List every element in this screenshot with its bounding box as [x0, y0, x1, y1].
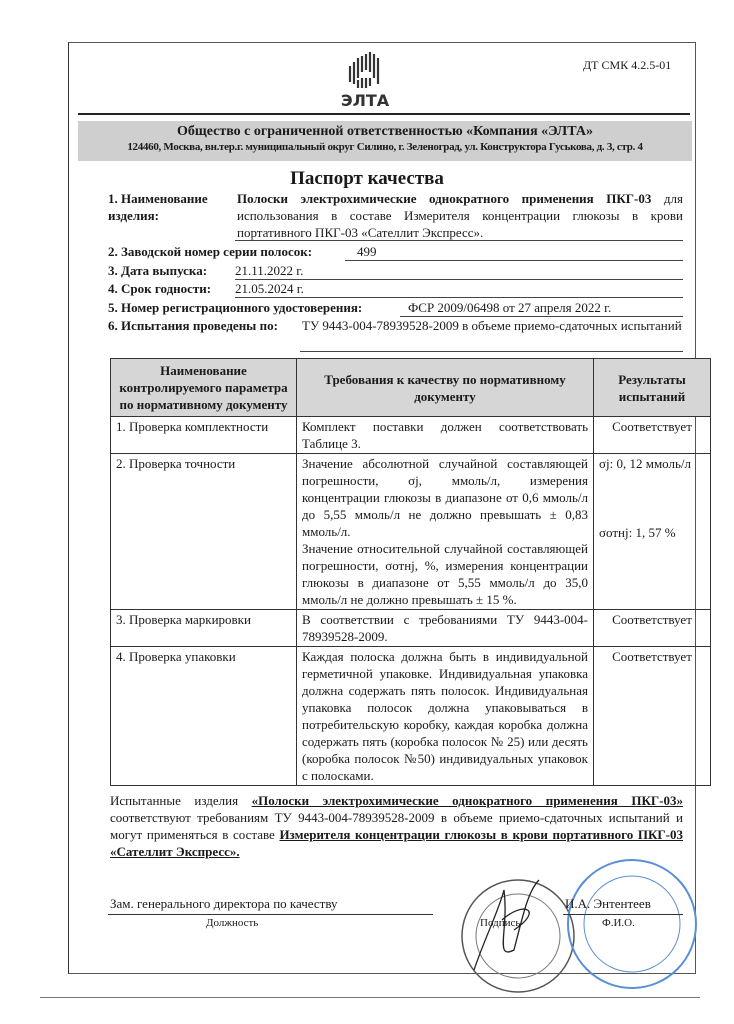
reg-label: 5. Номер регистрационного удостоверения: — [108, 300, 363, 315]
table-row: 2. Проверка точности Значение абсолютной случайной составляющей погрешности, σj, ммоль/л, измерения концентрации глюкозы в диапазоне от 0,6 ммоль/л до 5,55 ммоль/л не должно превышать ± 0,83 ммоль/л. Значение относительной случайной составляющей погрешности, σотнj, %, измерения концентрации глюкозы в диапазоне от 5,55 ммоль/л до 35,0 ммоль/л не должно превышать ± 15 %. σj: 0, 12 ммоль/л σотнj: 1, 57 % — [111, 454, 711, 610]
company-address: 124460, Москва, вн.тер.г. муниципальный округ Силино, г. Зеленоград, ул. Конструктора Гуськова, д. 3, стр. 4 — [127, 141, 643, 153]
reg-value: ФСР 2009/06498 от 27 апреля 2022 г. — [400, 299, 683, 317]
product-label: 1. Наименование изделия: — [108, 191, 208, 223]
svg-text:ЭЛТА: ЭЛТА — [340, 91, 390, 108]
header-rule — [78, 113, 690, 115]
page-title: Паспорт качества — [290, 168, 444, 189]
company-logo — [328, 48, 402, 108]
position-text: Зам. генерального директора по качеству — [110, 896, 338, 911]
expiry-label: 4. Срок годности: — [108, 281, 212, 296]
release-value: 21.11.2022 г. — [235, 262, 683, 280]
company-name: Общество с ограниченной ответственностью «Компания «ЭЛТА» — [177, 124, 593, 139]
name-caption: Ф.И.О. — [602, 917, 635, 929]
table-row: 4. Проверка упаковки Каждая полоска должна быть в индивидуальной герметичной упаковке. Индивидуальная упаковка должна содержать пять полосок. Индивидуальная упаковка полосок должна упаковываться в потребительскую коробку, каждая коробка должна содержать пять (коробка полосок № 25) или десять (коробка полосок №50) индивидуальных упаковок с полосками. Соответствует — [111, 647, 711, 786]
conclusion: Испытанные изделия «Полоски электрохимические однократного применения ПКГ-03» соответствуют требованиям ТУ 9443-004-78939528-2009 в объеме приемо-сдаточных испытаний и могут применяться в составе Измерителя концентрации глюкозы в крови портативного ПКГ-03 «Сателлит Экспресс». — [110, 793, 683, 859]
document-code: ДТ СМК 4.2.5-01 — [583, 58, 672, 72]
expiry-value: 21.05.2024 г. — [235, 280, 683, 298]
release-label: 3. Дата выпуска: — [108, 263, 208, 278]
table-row: 1. Проверка комплектности Комплект поставки должен соответствовать Таблице 3. Соответствует — [111, 417, 711, 454]
position-caption: Должность — [206, 917, 259, 929]
company-banner — [78, 121, 692, 161]
serial-label: 2. Заводской номер серии полосок: — [108, 244, 313, 259]
serial-value: 499 — [345, 243, 683, 261]
tests-value: ТУ 9443-004-78939528-2009 в объеме приемо-сдаточных испытаний — [302, 318, 682, 333]
tests-label: 6. Испытания проведены по: — [108, 318, 278, 333]
product-value: Полоски электрохимические однократного применения ПКГ-03 для использования в составе Измерителя концентрации глюкозы в крови портативного ПКГ-03 «Сателлит Экспресс». — [237, 191, 683, 240]
signer-name: И.А. Энтентеев — [565, 896, 651, 911]
table-header: Наименование контролируемого параметра по нормативному документу Требования к качеству по нормативному документу Результаты испытаний — [111, 359, 711, 417]
main-content — [110, 358, 692, 984]
signature-block — [108, 874, 683, 984]
quality-table — [110, 358, 711, 786]
signature-caption: Подпись — [480, 917, 521, 929]
table-row: 3. Проверка маркировки В соответствии с требованиями ТУ 9443-004-78939528-2009. Соответствует — [111, 610, 711, 647]
